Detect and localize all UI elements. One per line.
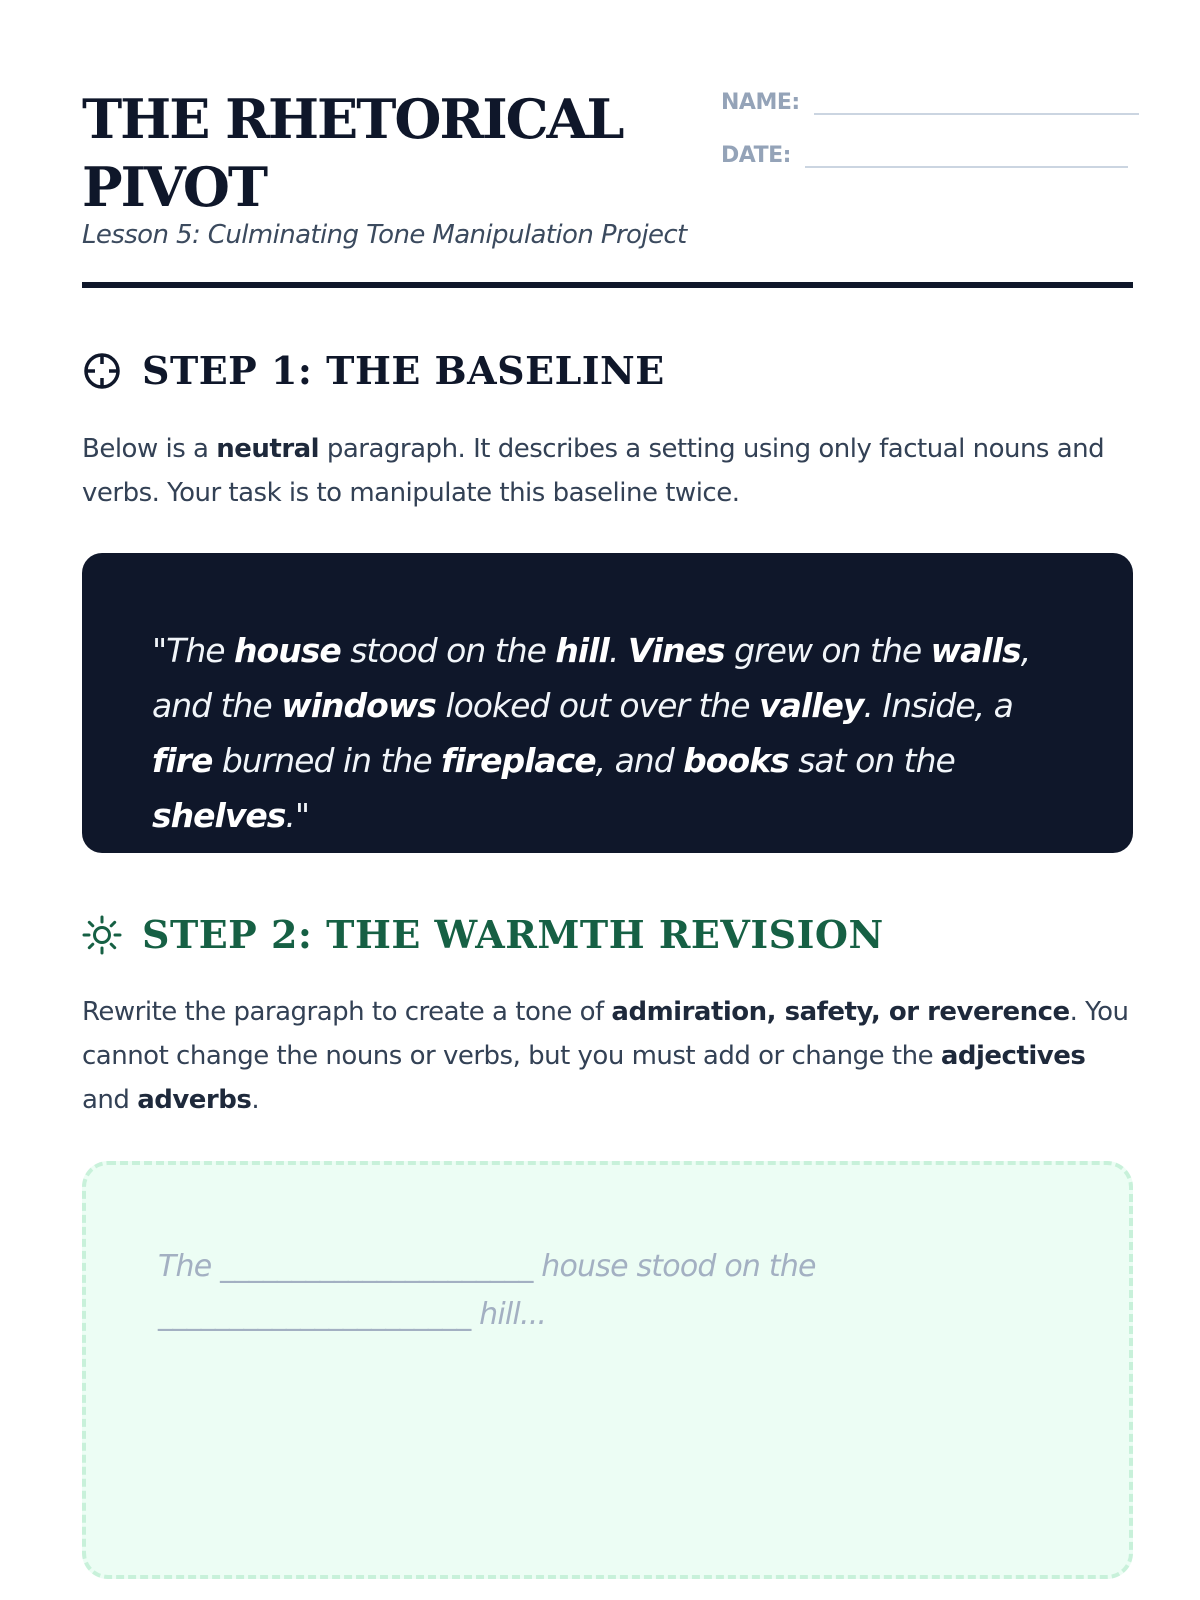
step1-title: STEP 1: THE BASELINE — [142, 348, 665, 393]
header-divider — [82, 282, 1133, 288]
text-segment: burned in the — [212, 741, 442, 780]
text-segment: Below is a — [82, 434, 217, 464]
text-segment: , and — [595, 741, 684, 780]
date-label: DATE: — [721, 143, 791, 168]
text-segment: grew on the — [724, 631, 931, 670]
emphasis-text: valley — [759, 686, 864, 725]
date-field — [721, 140, 1128, 168]
step1-heading — [82, 348, 665, 393]
step2-title: STEP 2: THE WARMTH REVISION — [142, 912, 884, 957]
emphasis-text: adjectives — [940, 1041, 1086, 1071]
text-segment: "The — [152, 631, 235, 670]
text-segment: . You cannot change the nouns or verbs, but you must add or change the — [82, 997, 1129, 1071]
lesson-subtitle: Lesson 5: Culminating Tone Manipulation Project — [82, 220, 687, 250]
emphasis-text: house — [234, 631, 341, 670]
emphasis-text: hill — [555, 631, 609, 670]
text-segment: . Inside, a — [863, 686, 1013, 725]
emphasis-text: shelves — [152, 796, 286, 835]
warmth-revision-answer-box[interactable] — [82, 1161, 1133, 1579]
text-segment: stood on the — [340, 631, 556, 670]
text-segment: , and the — [152, 631, 1031, 725]
step2-heading — [82, 912, 884, 957]
emphasis-text: books — [683, 741, 789, 780]
emphasis-text: neutral — [216, 434, 320, 464]
emphasis-text: admiration, safety, or reverence — [611, 997, 1070, 1027]
worksheet-page — [82, 0, 1133, 1332]
text-segment: Rewrite the paragraph to create a tone of — [82, 997, 612, 1027]
emphasis-text: windows — [281, 686, 436, 725]
step2-instructions — [82, 990, 1133, 1122]
name-blank-line[interactable] — [814, 87, 1139, 115]
answer-prompt: The ______________________ house stood on the ______________________ hill... — [158, 1249, 816, 1332]
emphasis-text: fire — [152, 741, 213, 780]
title-line-2: PIVOT — [82, 155, 267, 219]
baseline-quote-box — [82, 553, 1133, 853]
text-segment: and — [82, 1085, 138, 1115]
text-segment: ." — [285, 796, 310, 835]
sun-icon — [82, 915, 122, 955]
worksheet-header — [82, 0, 1133, 290]
text-segment: paragraph. It describes a setting using only factual nouns and verbs. Your task is to manipulate this baseline twice. — [82, 434, 1105, 508]
date-blank-line[interactable] — [805, 140, 1128, 168]
text-segment: looked out over the — [435, 686, 760, 725]
name-label: NAME: — [721, 90, 800, 115]
emphasis-text: Vines — [627, 631, 725, 670]
text-segment: sat on the — [788, 741, 955, 780]
crosshair-icon — [82, 351, 122, 391]
title-line-1: THE RHETORICAL — [82, 87, 623, 151]
emphasis-text: fireplace — [441, 741, 596, 780]
emphasis-text: adverbs — [137, 1085, 252, 1115]
text-segment: . — [251, 1085, 260, 1115]
name-field — [721, 87, 1139, 115]
page-title — [82, 85, 682, 221]
text-segment: . — [608, 631, 628, 670]
step1-instructions — [82, 427, 1133, 515]
emphasis-text: walls — [930, 631, 1021, 670]
baseline-paragraph — [152, 623, 1082, 843]
